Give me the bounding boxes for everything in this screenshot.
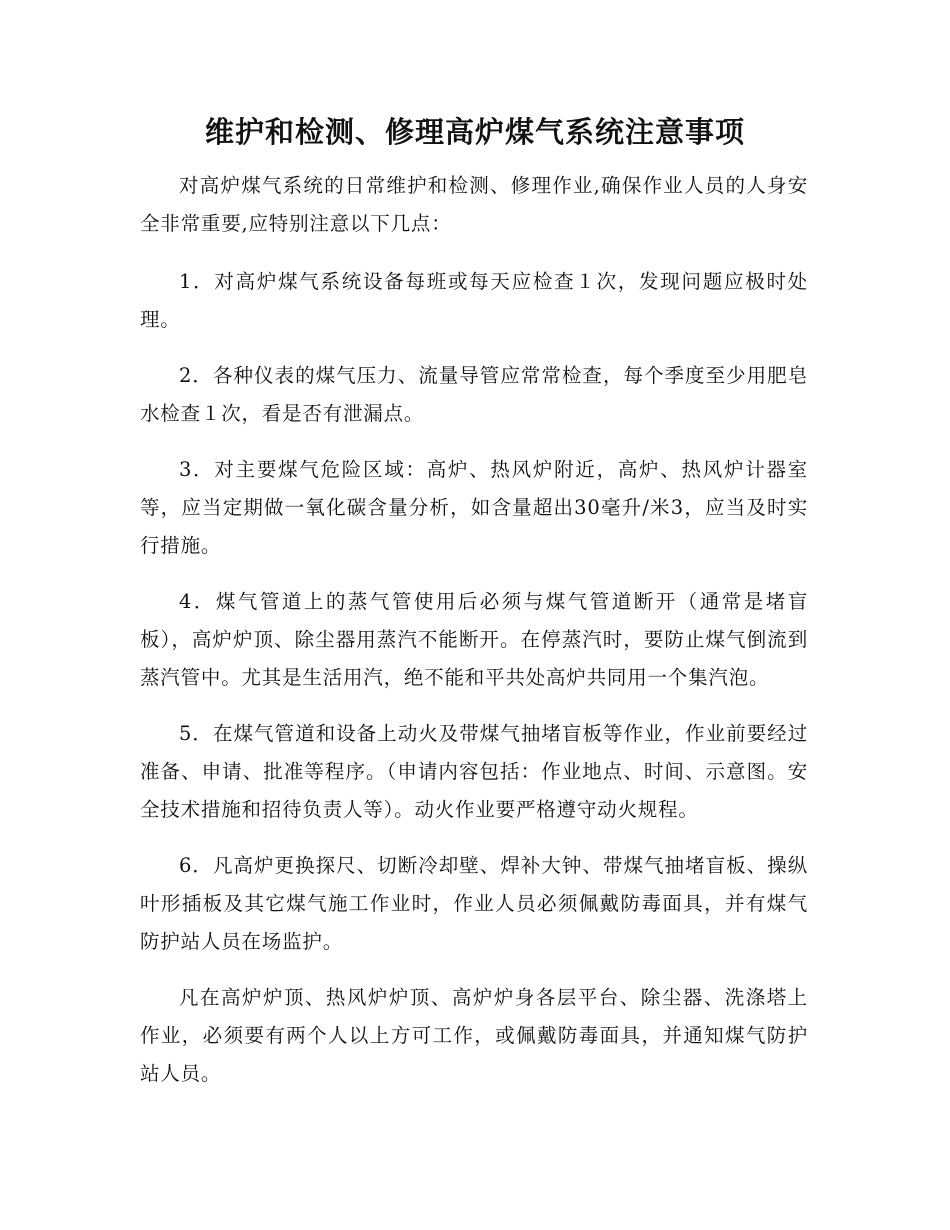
item-5-paragraph: 5．在煤气管道和设备上动火及带煤气抽堵盲板等作业，作业前要经过准备、申请、批准等程序。（申请内容包括：作业地点、时间、示意图。安全技术措施和招待负责人等）。动火作业要严格遵守动火规程。	[140, 722, 808, 821]
item-3-paragraph: 3．对主要煤气危险区域：高炉、热风炉附近，高炉、热风炉计器室等，应当定期做一氧化碳含量分析，如含量超出30毫升/米3，应当及时实行措施。	[140, 458, 808, 557]
page-title: 维护和检测、修理高炉煤气系统注意事项	[204, 115, 745, 149]
item-6-paragraph: 6．凡高炉更换探尺、切断冷却壁、焊补大钟、带煤气抽堵盲板、操纵叶形插板及其它煤气施工作业时，作业人员必须佩戴防毒面具，并有煤气防护站人员在场监护。	[140, 854, 808, 953]
document-body	[140, 167, 808, 1111]
item-2-paragraph: 2．各种仪表的煤气压力、流量导管应常常检查，每个季度至少用肥皂水检查１次，看是否有泄漏点。	[140, 364, 808, 425]
closing-paragraph: 凡在高炉炉顶、热风炉炉顶、高炉炉身各层平台、除尘器、洗涤塔上作业，必须要有两个人以上方可工作，或佩戴防毒面具，并通知煤气防护站人员。	[140, 986, 808, 1085]
item-4-paragraph: 4．煤气管道上的蒸气管使用后必须与煤气管道断开（通常是堵盲板），高炉炉顶、除尘器用蒸汽不能断开。在停蒸汽时，要防止煤气倒流到蒸汽管中。尤其是生活用汽，绝不能和平共处高炉共同用一个集汽泡。	[140, 590, 808, 689]
item-1-paragraph: 1．对高炉煤气系统设备每班或每天应检查１次，发现问题应极时处理。	[140, 270, 808, 331]
intro-paragraph: 对高炉煤气系统的日常维护和检测、修理作业,确保作业人员的人身安全非常重要,应特别注意以下几点：	[140, 174, 808, 235]
